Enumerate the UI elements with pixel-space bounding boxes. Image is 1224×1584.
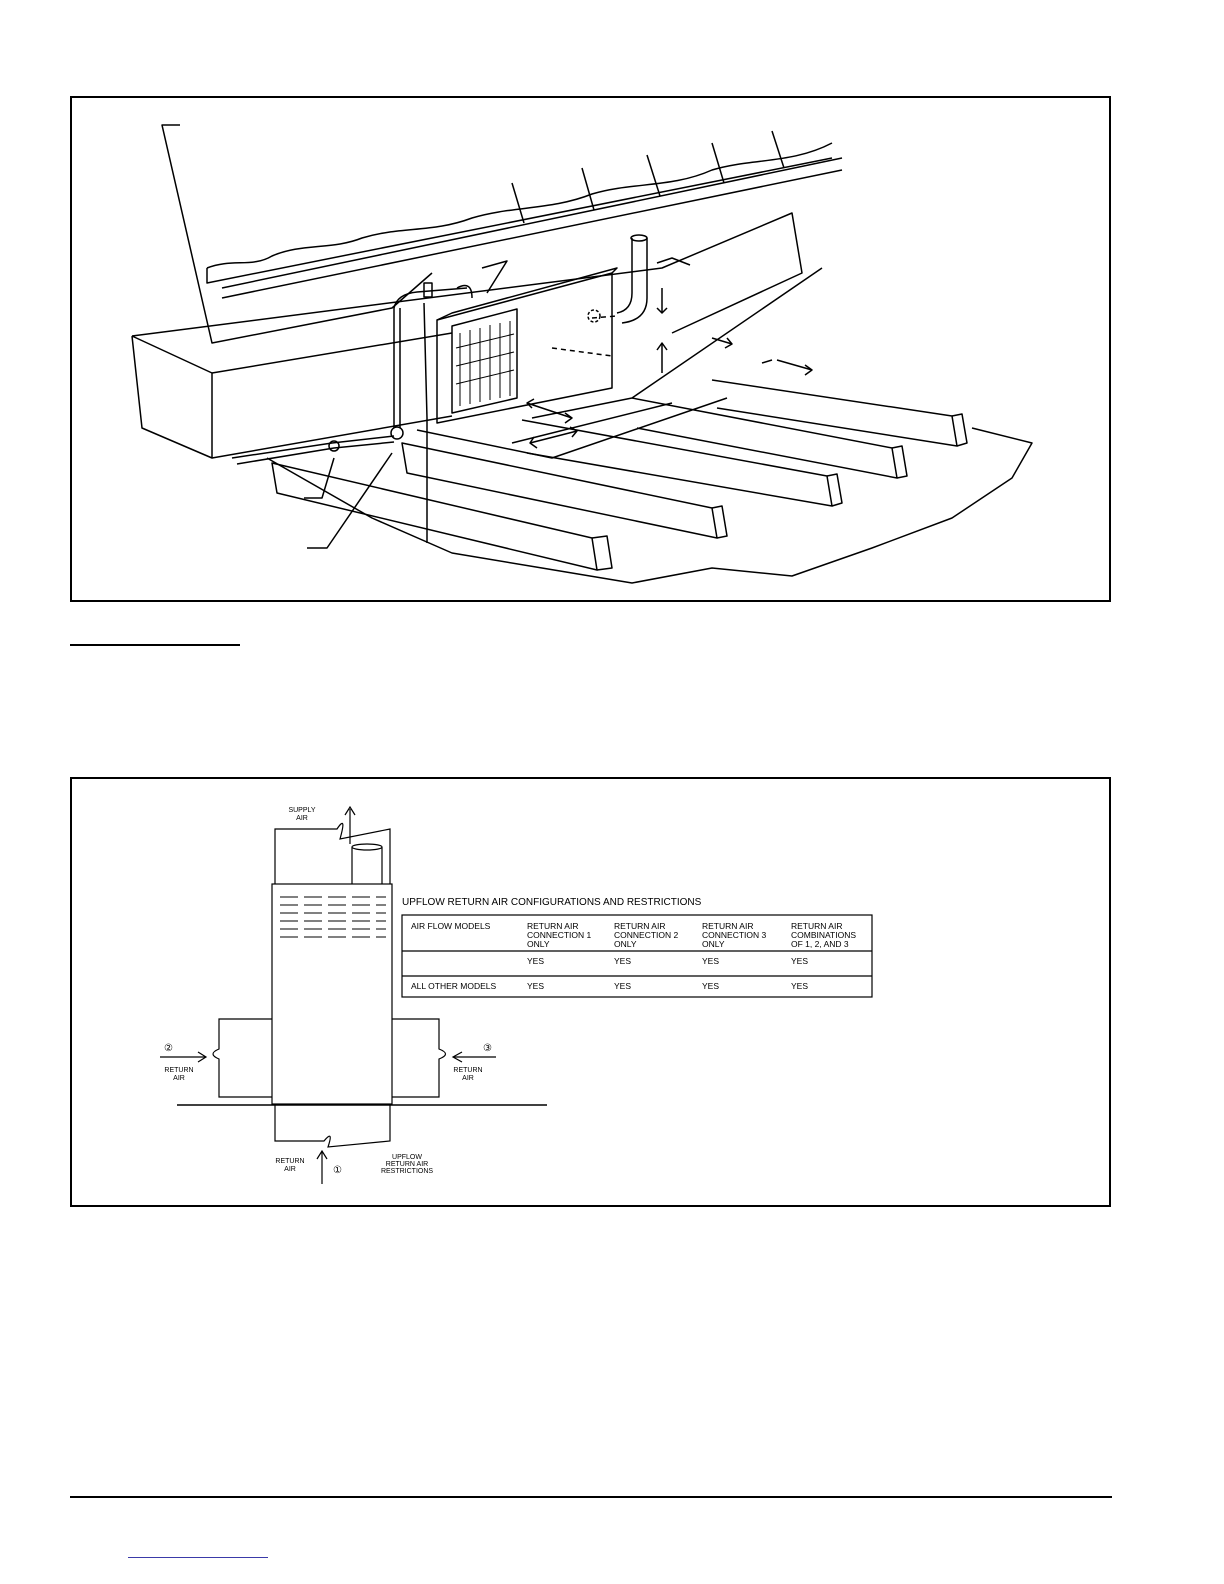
upflow-return-air-figure xyxy=(70,777,1111,1207)
header-conn1-line1: RETURN AIR xyxy=(527,921,579,931)
return-duct-left xyxy=(213,1019,272,1097)
connection-3-marker: ③ xyxy=(483,1043,492,1054)
supply-air-label-line2: AIR xyxy=(296,815,308,822)
return-air-bottom-line2: AIR xyxy=(284,1166,296,1173)
furnace-cabinet xyxy=(272,884,392,1104)
header-combo-line1: RETURN AIR xyxy=(791,921,843,931)
header-conn2-line2: CONNECTION 2 xyxy=(614,930,679,940)
section-rule xyxy=(70,644,240,646)
return-air-table xyxy=(402,915,872,997)
header-combo-line3: OF 1, 2, AND 3 xyxy=(791,939,849,949)
gas-supply-pipe xyxy=(394,288,467,428)
table-cell: YES xyxy=(702,956,720,966)
figure-caption-line3: RESTRICTIONS xyxy=(380,1168,434,1175)
table-title: UPFLOW RETURN AIR CONFIGURATIONS AND RESTRICTIONS xyxy=(402,897,702,908)
supply-air-label-line1: SUPPLY xyxy=(288,807,316,814)
upflow-furnace-drawing xyxy=(72,779,1109,1205)
table-cell: YES xyxy=(527,981,545,991)
header-conn3-line3: ONLY xyxy=(702,939,725,949)
table-cell: YES xyxy=(527,956,545,966)
return-air-left-line2: AIR xyxy=(173,1075,185,1082)
header-conn3-line2: CONNECTION 3 xyxy=(702,930,767,940)
table-cell: YES xyxy=(702,981,720,991)
header-conn2-line1: RETURN AIR xyxy=(614,921,666,931)
footer-link-underline xyxy=(128,1557,268,1558)
vent-pipe xyxy=(617,238,647,323)
attic-installation-figure xyxy=(70,96,1111,602)
leader-lines xyxy=(162,125,822,548)
header-conn3-line1: RETURN AIR xyxy=(702,921,754,931)
furnace-unit xyxy=(437,268,617,423)
header-conn1-line3: ONLY xyxy=(527,939,550,949)
footer-rule xyxy=(70,1496,1112,1498)
header-airflow-models: AIR FLOW MODELS xyxy=(411,921,491,931)
figure-caption-line1: UPFLOW xyxy=(392,1154,422,1161)
attic-installation-drawing xyxy=(72,98,1109,600)
table-cell: YES xyxy=(791,956,809,966)
header-combo-line2: COMBINATIONS xyxy=(791,930,857,940)
table-cell: YES xyxy=(791,981,809,991)
return-air-right-line1: RETURN xyxy=(453,1067,483,1074)
connection-2-marker: ② xyxy=(164,1043,173,1054)
table-cell: ALL OTHER MODELS xyxy=(411,981,497,991)
louver-lines xyxy=(280,897,386,937)
attic-floor xyxy=(267,428,1032,583)
table-cell: YES xyxy=(614,981,632,991)
table-cell: YES xyxy=(614,956,632,966)
return-air-right-line2: AIR xyxy=(462,1075,474,1082)
return-duct-bottom xyxy=(275,1105,390,1147)
header-conn2-line3: ONLY xyxy=(614,939,637,949)
supply-plenum xyxy=(275,823,390,884)
header-conn1-line2: CONNECTION 1 xyxy=(527,930,592,940)
connection-1-marker: ① xyxy=(333,1165,342,1176)
return-air-left-line1: RETURN xyxy=(164,1067,194,1074)
return-duct-right xyxy=(392,1019,446,1097)
return-air-bottom-line1: RETURN xyxy=(275,1158,305,1165)
figure-caption-line2: RETURN AIR xyxy=(385,1161,429,1168)
rafter-blocks xyxy=(512,131,784,223)
